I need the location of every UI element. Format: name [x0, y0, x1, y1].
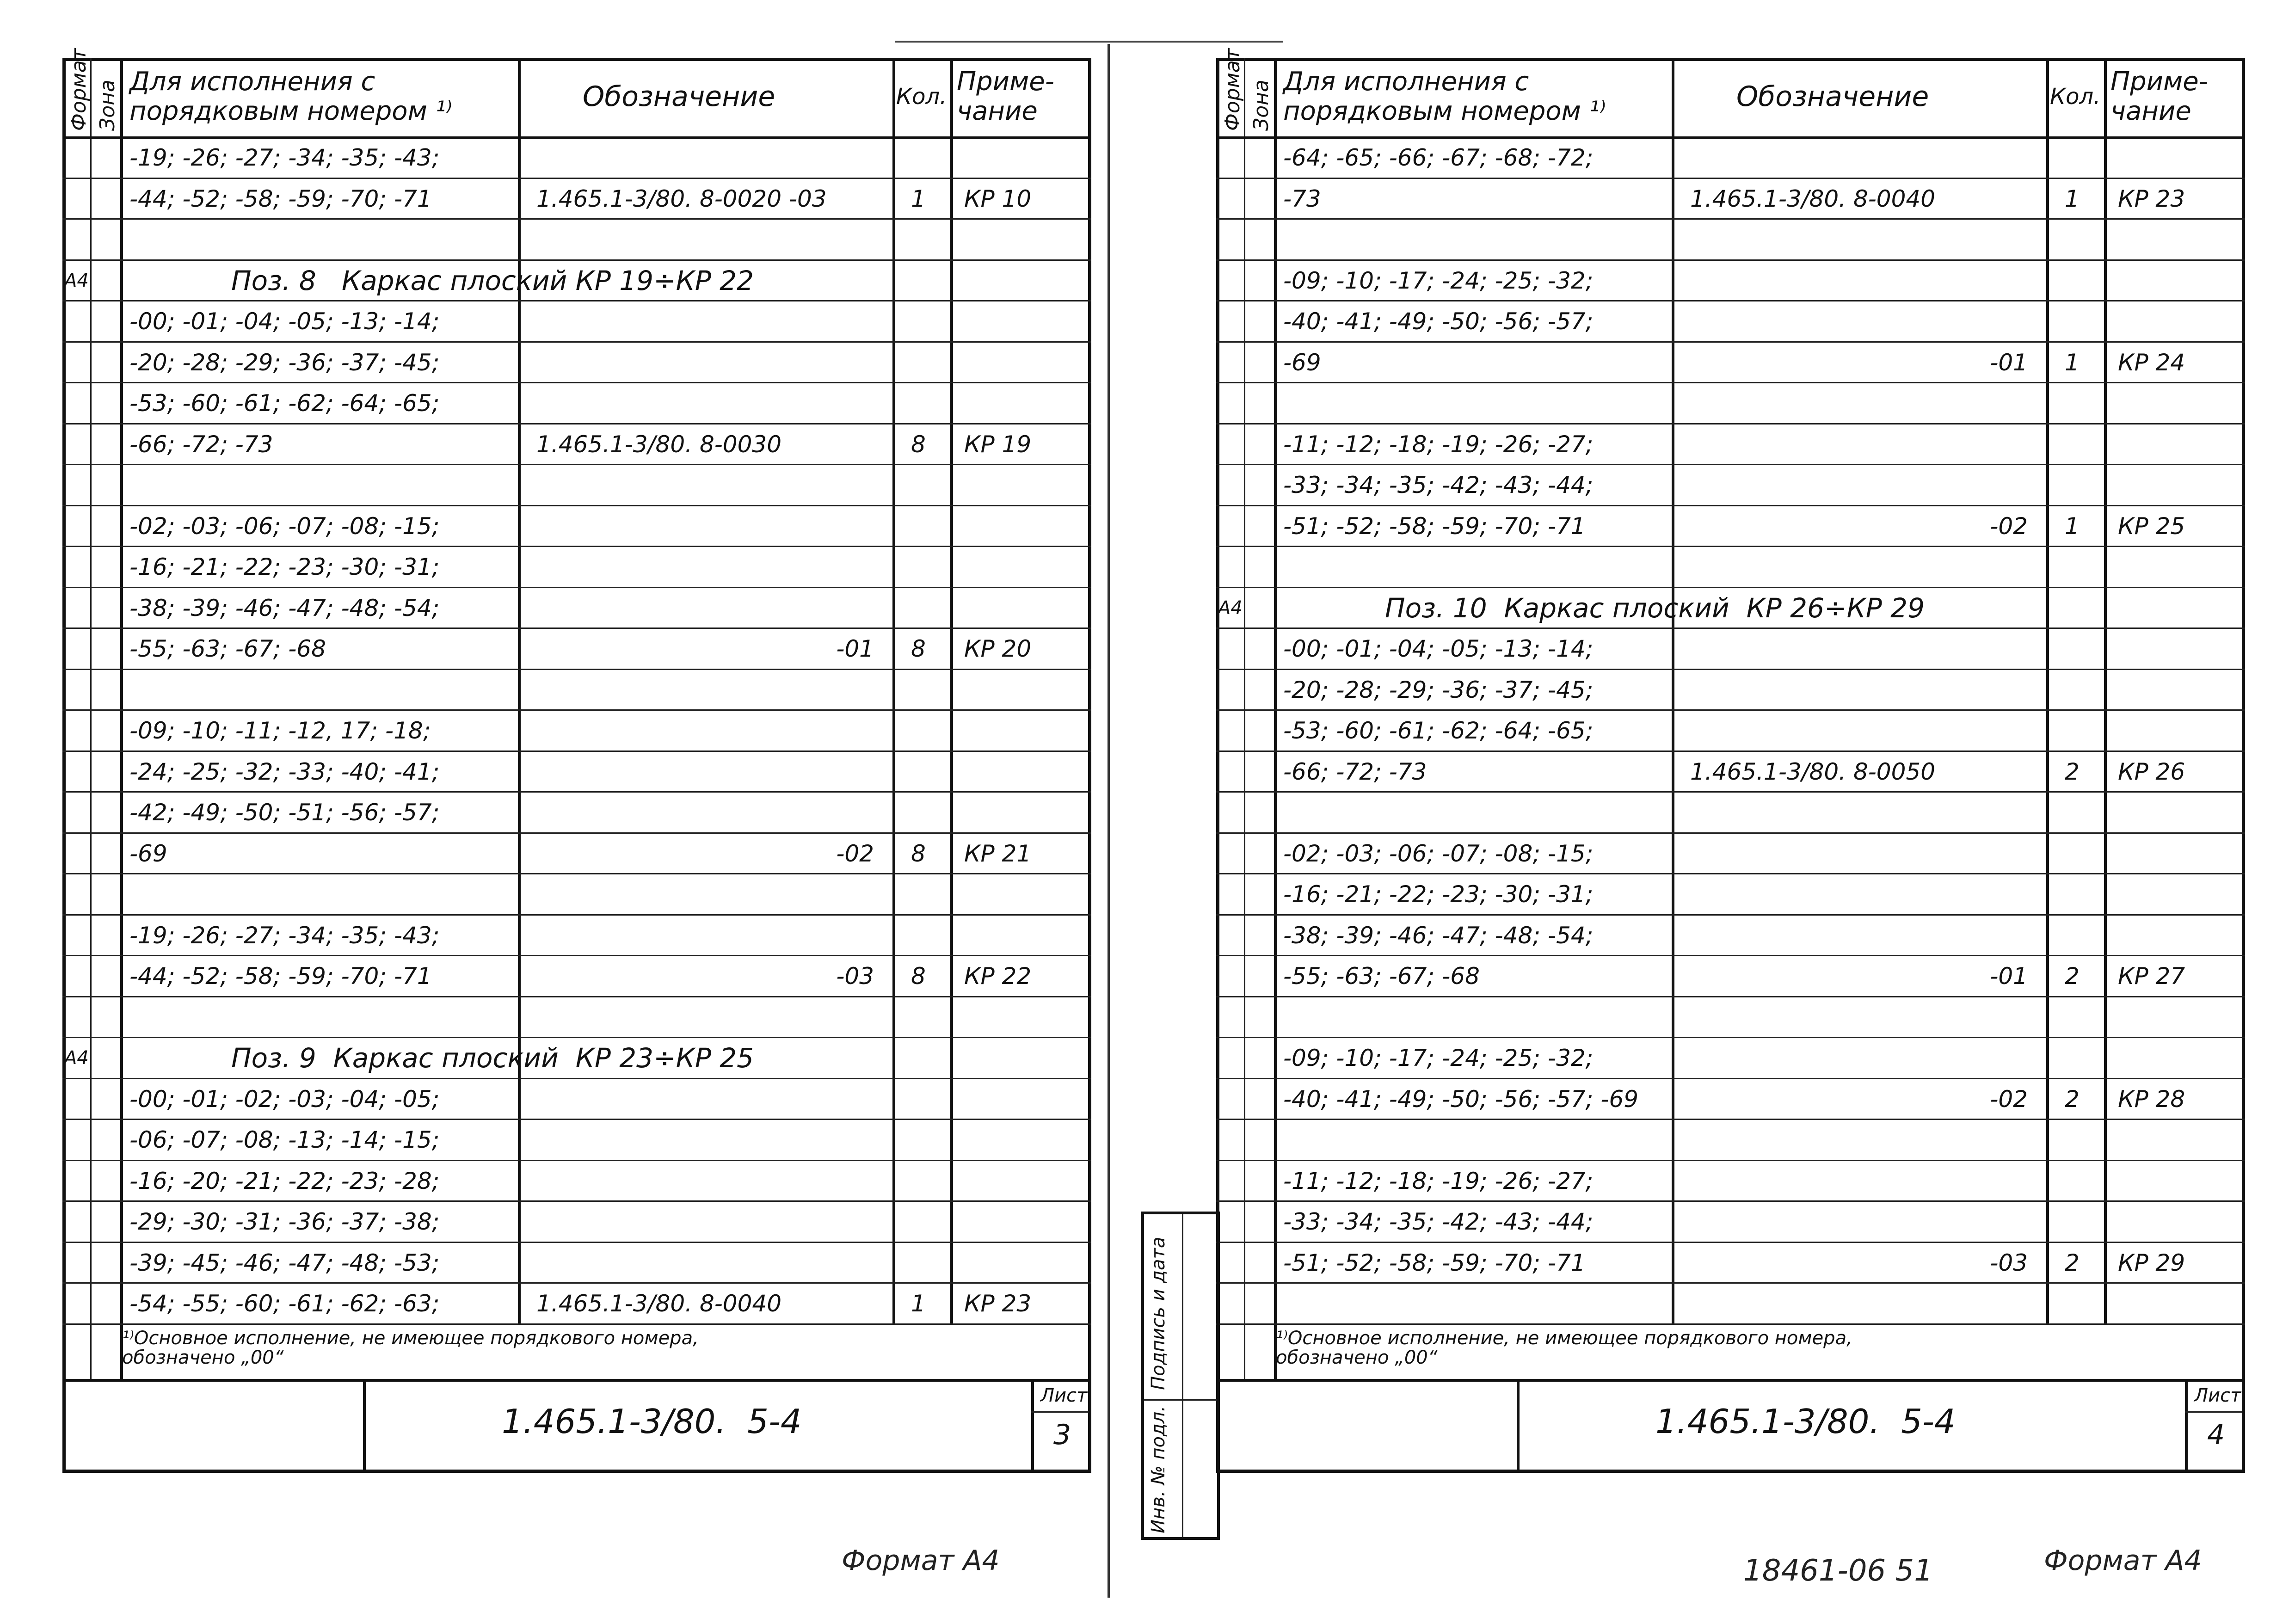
row-designation: -01	[1990, 963, 2028, 990]
row-note: КР 20	[964, 635, 1032, 663]
row-quantity: 2	[2065, 1249, 2080, 1276]
row-rule	[1216, 423, 2245, 424]
row-rule	[1216, 709, 2245, 711]
column-line	[892, 58, 895, 1323]
header-execution-1: Для исполнения с	[1283, 67, 1529, 97]
row-rule	[1216, 914, 2245, 916]
row-execution: -16; -20; -21; -22; -23; -28;	[129, 1167, 440, 1194]
row-note: КР 29	[2118, 1249, 2185, 1276]
row-quantity: 8	[911, 840, 926, 867]
row-rule	[1216, 178, 2245, 179]
row-designation: 1.465.1-3/80. 8-0050	[1690, 758, 1936, 785]
row-rule	[62, 546, 1091, 547]
column-line	[90, 58, 92, 1379]
row-execution: -09; -10; -17; -24; -25; -32;	[1283, 267, 1594, 294]
row-execution: -00; -01; -04; -05; -13; -14;	[129, 308, 440, 335]
row-execution: -16; -21; -22; -23; -30; -31;	[1283, 881, 1594, 908]
row-rule	[62, 750, 1091, 752]
column-line	[2104, 58, 2107, 1323]
row-execution: -16; -21; -22; -23; -30; -31;	[129, 554, 440, 581]
sheet-number: 4	[2207, 1418, 2225, 1451]
position-heading: Поз. 8 Каркас плоский КР 19÷КР 22	[231, 265, 754, 296]
row-rule	[62, 873, 1091, 874]
side-stamp-divider	[1182, 1214, 1183, 1537]
row-execution: -40; -41; -49; -50; -56; -57; -69	[1283, 1085, 1639, 1113]
row-rule	[62, 1119, 1091, 1120]
row-execution: -09; -10; -17; -24; -25; -32;	[1283, 1045, 1594, 1072]
row-rule	[1216, 669, 2245, 670]
row-rule	[62, 669, 1091, 670]
row-rule	[1216, 546, 2245, 547]
row-format: А4	[64, 1047, 89, 1069]
row-execution: -53; -60; -61; -62; -64; -65;	[1283, 717, 1594, 744]
row-designation: -03	[836, 963, 874, 990]
sheet-right	[1216, 48, 2245, 1473]
row-note: КР 24	[2118, 349, 2185, 376]
column-line	[120, 58, 123, 1379]
row-rule	[1216, 505, 2245, 506]
row-rule	[62, 300, 1091, 301]
header-execution-1: Для исполнения с	[129, 67, 375, 97]
row-execution: -44; -52; -58; -59; -70; -71	[129, 963, 432, 990]
row-execution: -40; -41; -49; -50; -56; -57;	[1283, 308, 1594, 335]
footnote-line-1: ¹⁾Основное исполнение, не имеющее порядкового номера,	[122, 1327, 699, 1349]
row-quantity: 1	[2065, 349, 2080, 376]
row-execution: -02; -03; -06; -07; -08; -15;	[1283, 840, 1594, 867]
header-execution-2: порядковым номером ¹⁾	[129, 96, 452, 126]
row-execution: -24; -25; -32; -33; -40; -41;	[129, 758, 440, 785]
row-quantity: 1	[911, 1290, 926, 1317]
footnote-line-1: ¹⁾Основное исполнение, не имеющее порядкового номера,	[1276, 1327, 1852, 1349]
row-execution: -09; -10; -11; -12, 17; -18;	[129, 717, 431, 744]
row-quantity: 2	[2065, 758, 2080, 785]
row-rule	[62, 791, 1091, 793]
side-stamp-box	[1141, 1212, 1220, 1540]
position-heading: Поз. 10 Каркас плоский КР 26÷КР 29	[1385, 592, 1925, 624]
row-quantity: 8	[911, 963, 926, 990]
row-format: А4	[64, 270, 89, 291]
row-rule	[62, 955, 1091, 956]
row-execution: -11; -12; -18; -19; -26; -27;	[1283, 1167, 1594, 1194]
sheet-label: Лист	[1040, 1384, 1088, 1406]
header-note-1: Приме-	[2110, 67, 2208, 97]
row-rule	[62, 505, 1091, 506]
side-label-inventory: Инв. № подл.	[1148, 1406, 1169, 1533]
row-execution: -11; -12; -18; -19; -26; -27;	[1283, 431, 1594, 458]
column-line	[2046, 58, 2049, 1323]
row-quantity: 1	[911, 185, 926, 212]
row-execution: -69	[1283, 349, 1321, 376]
row-execution: -54; -55; -60; -61; -62; -63;	[129, 1290, 440, 1317]
row-rule	[62, 178, 1091, 179]
column-line	[950, 58, 953, 1323]
row-designation: 1.465.1-3/80. 8-0040	[1690, 185, 1936, 212]
row-rule	[62, 996, 1091, 997]
page-divider	[1108, 44, 1110, 1598]
title-block-rule	[62, 1379, 1091, 1382]
row-execution: -06; -07; -08; -13; -14; -15;	[129, 1126, 440, 1154]
row-execution: -66; -72; -73	[1283, 758, 1427, 785]
column-line	[1274, 58, 1277, 1379]
row-execution: -69	[129, 840, 167, 867]
row-rule	[1216, 1200, 2245, 1202]
footnote-line-2: обозначено „00“	[1276, 1347, 1438, 1368]
row-note: КР 23	[964, 1290, 1032, 1317]
row-designation: -01	[1990, 349, 2028, 376]
header-rule	[62, 136, 1091, 139]
title-block-split	[1517, 1379, 1520, 1470]
row-execution: -66; -72; -73	[129, 431, 273, 458]
row-execution: -19; -26; -27; -34; -35; -43;	[129, 922, 440, 949]
row-execution: -29; -30; -31; -36; -37; -38;	[129, 1208, 440, 1236]
row-rule	[1216, 1282, 2245, 1284]
top-edge-line	[895, 41, 1283, 43]
row-rule	[62, 1200, 1091, 1202]
header-note-1: Приме-	[957, 67, 1054, 97]
sheet-number-split	[1031, 1379, 1034, 1470]
row-quantity: 2	[2065, 963, 2080, 990]
document-code: 1.465.1-3/80. 5-4	[1655, 1402, 1956, 1441]
row-rule	[1216, 1242, 2245, 1243]
row-note: КР 25	[2118, 512, 2185, 540]
row-rule	[62, 587, 1091, 588]
row-rule	[1216, 1078, 2245, 1079]
row-designation: -02	[1990, 512, 2028, 540]
row-rule	[62, 914, 1091, 916]
header-designation: Обозначение	[583, 80, 775, 113]
title-block-rule	[1216, 1379, 2245, 1382]
header-note-2: чание	[957, 96, 1038, 126]
sheet-label: Лист	[2194, 1384, 2241, 1406]
row-note: КР 26	[2118, 758, 2185, 785]
header-note-2: чание	[2110, 96, 2191, 126]
header-zone: Зона	[96, 80, 119, 131]
row-note: КР 10	[964, 185, 1032, 212]
row-note: КР 19	[964, 431, 1032, 458]
header-format: Формат	[67, 48, 91, 131]
archive-number: 18461-06 51	[1743, 1554, 1933, 1588]
row-rule	[1216, 1037, 2245, 1038]
row-execution: -51; -52; -58; -59; -70; -71	[1283, 512, 1586, 540]
column-line	[518, 58, 521, 1323]
row-note: КР 21	[964, 840, 1032, 867]
row-designation: 1.465.1-3/80. 8-0030	[536, 431, 782, 458]
sheet-number-rule	[1031, 1411, 1089, 1413]
header-execution-2: порядковым номером ¹⁾	[1283, 96, 1606, 126]
row-execution: -33; -34; -35; -42; -43; -44;	[1283, 1208, 1594, 1236]
position-heading: Поз. 9 Каркас плоский КР 23÷КР 25	[231, 1042, 754, 1074]
row-execution: -73	[1283, 185, 1321, 212]
document-code: 1.465.1-3/80. 5-4	[502, 1402, 802, 1441]
sheet-left	[62, 48, 1091, 1473]
format-label-left: Формат А4	[842, 1544, 1000, 1577]
row-execution: -20; -28; -29; -36; -37; -45;	[1283, 676, 1594, 703]
row-execution: -44; -52; -58; -59; -70; -71	[129, 185, 432, 212]
side-label-signature: Подпись и дата	[1148, 1236, 1169, 1390]
row-rule	[1216, 832, 2245, 834]
row-rule	[1216, 1160, 2245, 1161]
row-rule	[62, 382, 1091, 383]
row-designation: -02	[836, 840, 874, 867]
row-execution: -39; -45; -46; -47; -48; -53;	[129, 1249, 440, 1276]
header-rule	[1216, 136, 2245, 139]
row-quantity: 8	[911, 635, 926, 663]
row-rule	[1216, 341, 2245, 343]
row-note: КР 27	[2118, 963, 2185, 990]
title-block-split	[363, 1379, 366, 1470]
row-rule	[62, 627, 1091, 629]
row-rule	[62, 1037, 1091, 1038]
row-rule	[1216, 259, 2245, 261]
row-execution: -55; -63; -67; -68	[1283, 963, 1480, 990]
row-execution: -20; -28; -29; -36; -37; -45;	[129, 349, 440, 376]
row-rule	[1216, 218, 2245, 220]
row-quantity: 8	[911, 431, 926, 458]
row-execution: -51; -52; -58; -59; -70; -71	[1283, 1249, 1586, 1276]
row-execution: -55; -63; -67; -68	[129, 635, 326, 663]
row-rule	[1216, 587, 2245, 588]
row-rule	[62, 341, 1091, 343]
row-designation: 1.465.1-3/80. 8-0040	[536, 1290, 782, 1317]
column-line	[1672, 58, 1674, 1323]
row-rule	[62, 464, 1091, 465]
row-rule	[62, 709, 1091, 711]
row-designation: -02	[1990, 1085, 2028, 1113]
row-execution: -00; -01; -04; -05; -13; -14;	[1283, 635, 1594, 663]
row-rule	[62, 1282, 1091, 1284]
row-quantity: 1	[2065, 185, 2080, 212]
row-quantity: 1	[2065, 512, 2080, 540]
header-quantity: Кол.	[2050, 84, 2101, 110]
row-rule	[62, 832, 1091, 834]
row-rule	[1216, 1323, 2245, 1325]
row-note: КР 23	[2118, 185, 2185, 212]
row-rule	[1216, 464, 2245, 465]
row-rule	[1216, 382, 2245, 383]
row-rule	[1216, 1119, 2245, 1120]
row-rule	[1216, 300, 2245, 301]
row-execution: -38; -39; -46; -47; -48; -54;	[1283, 922, 1594, 949]
row-execution: -33; -34; -35; -42; -43; -44;	[1283, 472, 1594, 499]
row-rule	[1216, 791, 2245, 793]
row-execution: -19; -26; -27; -34; -35; -43;	[129, 144, 440, 172]
row-rule	[1216, 750, 2245, 752]
row-execution: -38; -39; -46; -47; -48; -54;	[129, 594, 440, 621]
row-rule	[1216, 627, 2245, 629]
row-format: А4	[1218, 597, 1243, 619]
header-designation: Обозначение	[1736, 80, 1929, 113]
row-rule	[62, 1160, 1091, 1161]
column-line	[1244, 58, 1245, 1379]
row-execution: -42; -49; -50; -51; -56; -57;	[129, 799, 440, 826]
row-execution: -53; -60; -61; -62; -64; -65;	[129, 390, 440, 417]
header-quantity: Кол.	[896, 84, 947, 110]
format-label-right: Формат А4	[2044, 1544, 2202, 1577]
row-rule	[1216, 996, 2245, 997]
row-designation: 1.465.1-3/80. 8-0020 -03	[536, 185, 827, 212]
row-note: КР 22	[964, 963, 1032, 990]
row-rule	[62, 1323, 1091, 1325]
footnote-line-2: обозначено „00“	[122, 1347, 284, 1368]
row-quantity: 2	[2065, 1085, 2080, 1113]
row-rule	[1216, 955, 2245, 956]
row-rule	[62, 1078, 1091, 1079]
row-rule	[62, 218, 1091, 220]
header-format: Формат	[1221, 48, 1244, 131]
sheet-number-split	[2185, 1379, 2188, 1470]
header-zone: Зона	[1249, 80, 1273, 131]
row-designation: -03	[1990, 1249, 2028, 1276]
row-rule	[62, 259, 1091, 261]
side-stamp-split	[1144, 1399, 1217, 1401]
row-rule	[1216, 873, 2245, 874]
row-rule	[62, 423, 1091, 424]
row-rule	[62, 1242, 1091, 1243]
row-designation: -01	[836, 635, 874, 663]
row-execution: -02; -03; -06; -07; -08; -15;	[129, 512, 440, 540]
row-execution: -00; -01; -02; -03; -04; -05;	[129, 1085, 440, 1113]
sheet-number-rule	[2185, 1411, 2242, 1413]
sheet-number: 3	[1053, 1418, 1071, 1451]
row-note: КР 28	[2118, 1085, 2185, 1113]
row-execution: -64; -65; -66; -67; -68; -72;	[1283, 144, 1594, 172]
